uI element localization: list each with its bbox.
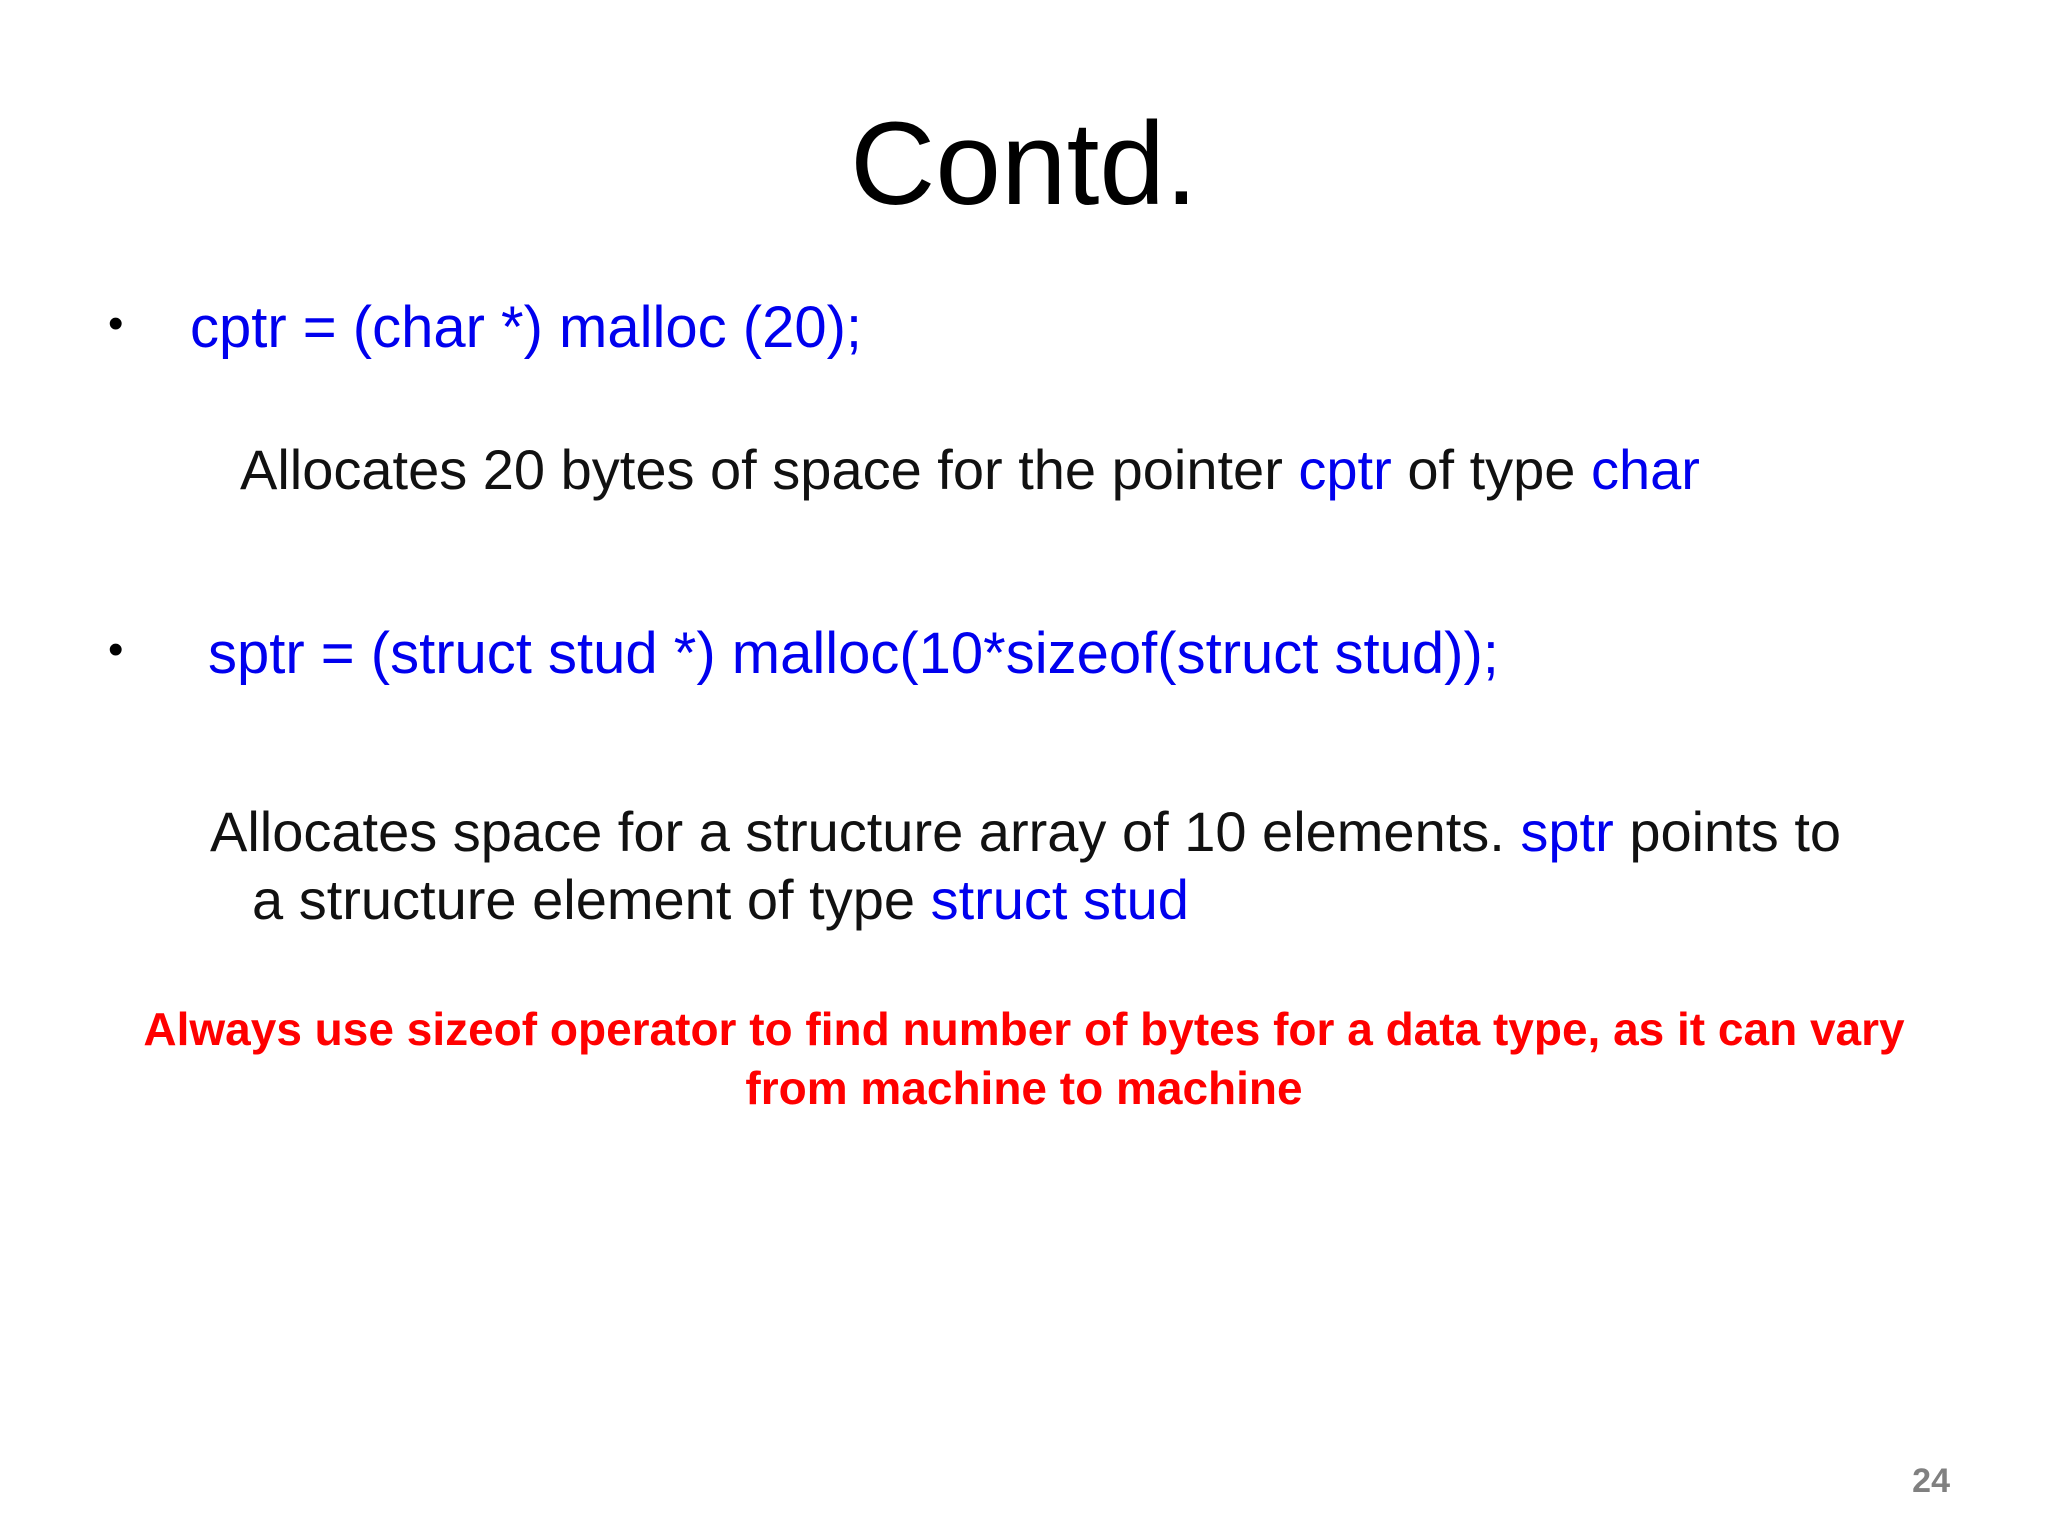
description-2-text-b: points to <box>1613 800 1842 863</box>
description-2-line-1 <box>210 798 1841 866</box>
code-line-2: sptr = (struct stud *) malloc(10*sizeof(struct stud)); <box>208 621 1499 686</box>
description-1-text-a: Allocates 20 bytes of space for the pointer <box>240 438 1299 501</box>
description-1-keyword-cptr: cptr <box>1298 438 1392 501</box>
warning-line-2: from machine to machine <box>745 1061 1303 1114</box>
warning-line-1: Always use sizeof operator to find number of bytes for a data type, as it can vary <box>143 1003 1905 1055</box>
bullet-dot-2: • <box>108 625 124 674</box>
slide-title: Contd. <box>850 98 1198 230</box>
description-2-keyword-sptr: sptr <box>1520 800 1614 863</box>
description-2-line-2 <box>252 866 1189 934</box>
code-line-1: cptr = (char *) malloc (20); <box>190 295 863 360</box>
page-number: 24 <box>1912 1462 1950 1500</box>
description-2-text-a: Allocates space for a structure array of 10 elements. <box>210 800 1521 863</box>
description-1 <box>240 436 1700 504</box>
description-1-keyword-char: char <box>1591 438 1700 501</box>
bullet-dot-1: • <box>108 299 124 348</box>
description-2-keyword-struct-stud: struct stud <box>930 868 1189 931</box>
sizeof-warning <box>100 1000 1948 1118</box>
description-2-text-c: a structure element of type <box>252 868 931 931</box>
description-1-text-b: of type <box>1391 438 1591 501</box>
